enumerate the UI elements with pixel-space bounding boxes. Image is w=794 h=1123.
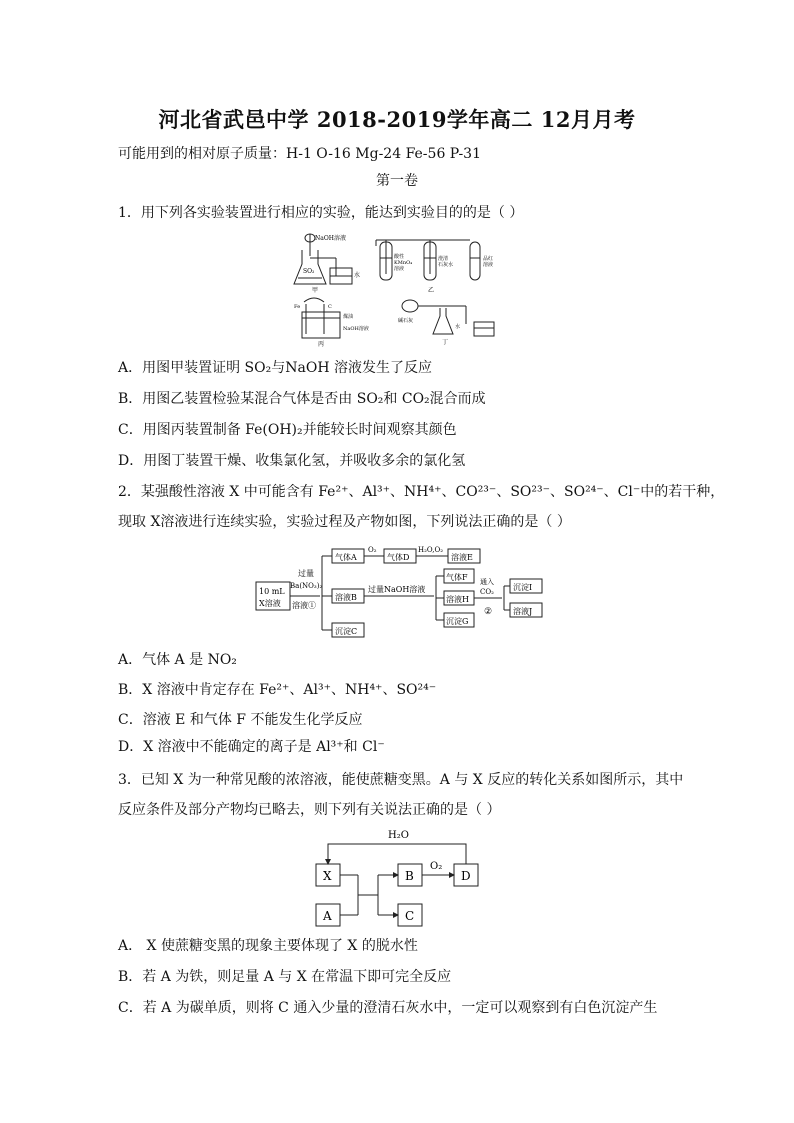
q1-option-b: B．用图乙装置检验某混合气体是否由 SO₂和 CO₂混合而成	[118, 391, 486, 407]
q3-option-a: A． X 使蔗糖变黑的现象主要体现了 X 的脱水性	[118, 938, 418, 954]
label-pinhong-2: 溶液	[483, 262, 494, 268]
node-c: C	[405, 909, 415, 923]
label-limewater-1: 澄清	[438, 256, 449, 262]
start-vol: 10 mL	[259, 587, 285, 596]
arrow-tong: 通入	[480, 578, 494, 586]
q1-stem: 1．用下列各实验装置进行相应的实验，能达到实验目的的是（ ）	[118, 205, 524, 221]
label-kmno4-2: KMnO₄	[394, 260, 413, 266]
atomic-masses: 可能用到的相对原子质量：H-1 O-16 Mg-24 Fe-56 P-31	[118, 146, 482, 162]
q1-option-c: C．用图丙装置制备 Fe(OH)₂并能较长时间观察其颜色	[118, 422, 457, 438]
q2-option-d: D．X 溶液中不能确定的离子是 Al³⁺和 Cl⁻	[118, 739, 385, 755]
q1-option-d: D．用图丁装置干燥、收集氯化氢，并吸收多余的氯化氢	[118, 453, 466, 469]
q3-stem-2: 反应条件及部分产物均已略去，则下列有关说法正确的是（ ）	[118, 802, 501, 818]
q3-option-b: B．若 A 为铁，则足量 A 与 X 在常温下即可完全反应	[118, 969, 452, 985]
box-gas-f: 气体F	[446, 573, 468, 582]
arrow-num2: ②	[484, 607, 493, 617]
page-title: 河北省武邑中学 2018-2019学年高二 12月月考	[158, 107, 636, 132]
box-sol-b: 溶液B	[335, 593, 357, 602]
label-lime: 碱石灰	[398, 318, 414, 324]
reagent-1a: 过量	[298, 569, 314, 578]
node-d: D	[461, 869, 471, 883]
label-oil: 煤油	[343, 314, 354, 320]
arrow-naoh: 过量NaOH溶液	[368, 585, 426, 594]
arrow-co2: CO₂	[480, 588, 494, 596]
label-h2o: H₂O	[388, 830, 409, 841]
reagent-1c: 溶液①	[292, 601, 316, 610]
arrow-h2o-o2: H₂O,O₂	[418, 546, 444, 554]
caption-yi: 乙	[428, 287, 435, 294]
q2-option-b: B．X 溶液中肯定存在 Fe²⁺、Al³⁺、NH⁴⁺、SO²⁴⁻	[118, 682, 437, 698]
label-water-ding: 水	[455, 324, 461, 330]
box-sol-j: 溶液J	[513, 607, 533, 616]
caption-jia: 甲	[312, 287, 319, 294]
box-pre-i: 沉淀I	[513, 583, 533, 592]
box-pre-g: 沉淀G	[446, 617, 469, 626]
node-b: B	[405, 869, 414, 883]
label-kmno4-3: 溶液	[394, 266, 405, 272]
apparatus-ding	[402, 300, 494, 336]
q2-option-c: C．溶液 E 和气体 F 不能发生化学反应	[118, 712, 363, 728]
box-pre-c: 沉淀C	[335, 627, 358, 636]
volume-label: 第一卷	[376, 173, 418, 189]
label-kmno4-1: 酸性	[394, 254, 405, 260]
box-sol-h: 溶液H	[446, 595, 469, 604]
q2-stem-2: 现取 X溶液进行连续实验，实验过程及产物如图，下列说法正确的是（ ）	[118, 514, 571, 530]
label-c: C	[328, 304, 332, 310]
node-a: A	[323, 909, 332, 923]
q3-stem-1: 3．已知 X 为一种常见酸的浓溶液，能使蔗糖变黑。A 与 X 反应的转化关系如图所示，其中	[118, 772, 684, 788]
q1-option-a: A．用图甲装置证明 SO₂与NaOH 溶液发生了反应	[118, 360, 432, 376]
box-gas-a: 气体A	[335, 553, 357, 562]
label-o2: O₂	[430, 861, 443, 872]
q2-option-a: A．气体 A 是 NO₂	[118, 652, 237, 668]
label-naoh: NaOH溶液	[315, 235, 346, 242]
label-naoh-bing: NaOH溶液	[343, 326, 369, 332]
q2-stem-1: 2．某强酸性溶液 X 中可能含有 Fe²⁺、Al³⁺、NH⁴⁺、CO²³⁻、SO²³⁻、SO²⁴⁻、Cl⁻中的若干种，	[118, 484, 725, 500]
box-gas-d: 气体D	[387, 553, 410, 562]
label-fe: Fe	[294, 304, 301, 310]
label-limewater-2: 石灰水	[438, 262, 454, 268]
apparatus-bing	[302, 298, 340, 338]
q2-flowchart	[254, 542, 544, 640]
node-x: X	[323, 869, 332, 883]
start-sol: X溶液	[259, 599, 281, 608]
reagent-1b: Ba(NO₃)₂	[290, 582, 323, 590]
q3-conversion-diagram	[312, 826, 492, 930]
caption-bing: 丙	[318, 341, 325, 348]
apparatus-yi	[376, 240, 480, 280]
label-water: 水	[354, 272, 361, 279]
caption-ding: 丁	[442, 339, 449, 346]
q1-apparatus-figure	[290, 228, 520, 348]
q3-option-c: C．若 A 为碳单质，则将 C 通入少量的澄清石灰水中，一定可以观察到有白色沉淀产生	[118, 1000, 658, 1016]
label-pinhong-1: 品红	[483, 256, 494, 262]
label-so2: SO₂	[303, 268, 315, 275]
arrow-o2: O₂	[368, 546, 377, 554]
box-sol-e: 溶液E	[451, 553, 473, 562]
